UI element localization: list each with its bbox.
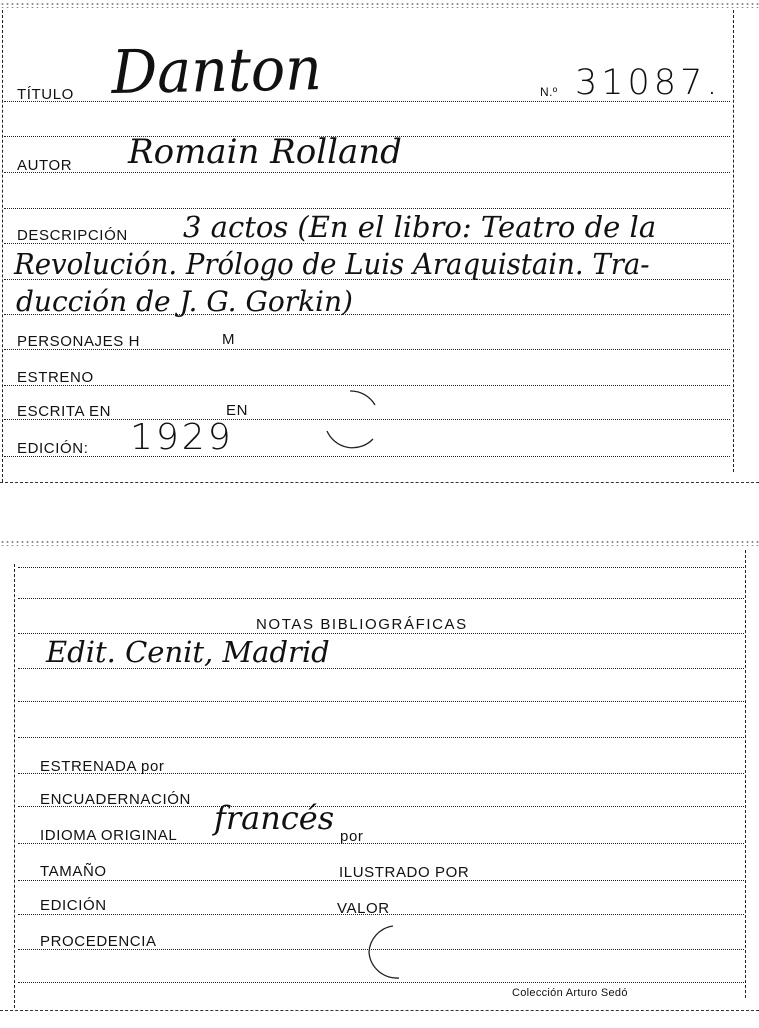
escrita-label: ESCRITA EN [17,403,112,420]
autor-label: AUTOR [17,157,73,174]
punch-hole-mark [355,918,425,988]
notas-title: NOTAS BIBLIOGRÁFICAS [256,616,468,633]
titulo-label: TÍTULO [17,86,74,103]
ilustrado-label: ILUSTRADO POR [339,864,470,881]
idioma-por-label: por [340,828,364,845]
rule-blank-4 [18,737,744,739]
escrita-en-label: EN [226,402,249,419]
rule-tamano [18,880,744,882]
card-left-edge [14,564,16,1008]
idioma-value: francés [214,799,335,837]
card-right-edge [733,10,735,472]
titulo-value: Danton [110,34,323,108]
autor-value: Romain Rolland [128,132,402,172]
card-top-edge [0,540,759,546]
rule-edicion [18,914,744,916]
card-bottom-edge [0,1010,759,1012]
valor-label: VALOR [337,900,390,917]
rule-blank-2 [18,598,744,600]
rule-autor [4,172,730,174]
rule-notas-value [18,668,744,670]
notas-value: Edit. Cenit, Madrid [46,635,330,669]
rule-descripcion-1 [4,243,730,245]
procedencia-label: PROCEDENCIA [40,933,157,950]
estreno-label: ESTRENO [17,369,94,386]
edicion-label: EDICIÓN [40,897,107,914]
punch-hole-mark [315,385,385,455]
numero-value: 31087. [575,63,722,103]
card-top-edge [0,2,759,8]
card-bottom-edge [0,482,759,484]
idioma-label: IDIOMA ORIGINAL [40,827,178,844]
rule-estrenada [18,773,744,775]
descripcion-line1: 3 actos (En el libro: Teatro de la [183,210,657,244]
rule-encuadernacion [18,806,744,808]
rule-idioma [18,843,744,845]
rule-edicion [4,456,730,458]
catalog-card-front [0,0,759,492]
personajes-m-label: M [222,331,236,348]
card-right-edge [745,550,747,998]
estrenada-label: ESTRENADA por [40,758,165,775]
descripcion-line3: ducción de J. G. Gorkin) [16,285,353,318]
card-left-edge [2,10,4,482]
rule-titulo [4,101,730,103]
rule-personajes [4,349,730,351]
personajes-label: PERSONAJES H [17,333,141,350]
descripcion-line2: Revolución. Prólogo de Luis Araquistain. Tra- [14,247,650,281]
rule-blank-3 [18,701,744,703]
edicion-value: 1929 [130,417,234,458]
tamano-label: TAMAÑO [40,863,107,880]
numero-label: N.º [540,85,558,99]
edicion-label: EDICIÓN: [17,440,89,457]
catalog-card-back [0,540,759,1028]
rule-blank-1 [18,567,744,569]
coleccion-label: Colección Arturo Sedó [512,987,628,999]
descripcion-label: DESCRIPCIÓN [17,227,128,244]
rule-descripcion-3 [4,314,730,316]
encuadernacion-label: ENCUADERNACIÓN [40,791,191,808]
rule-descripcion-2 [4,279,730,281]
